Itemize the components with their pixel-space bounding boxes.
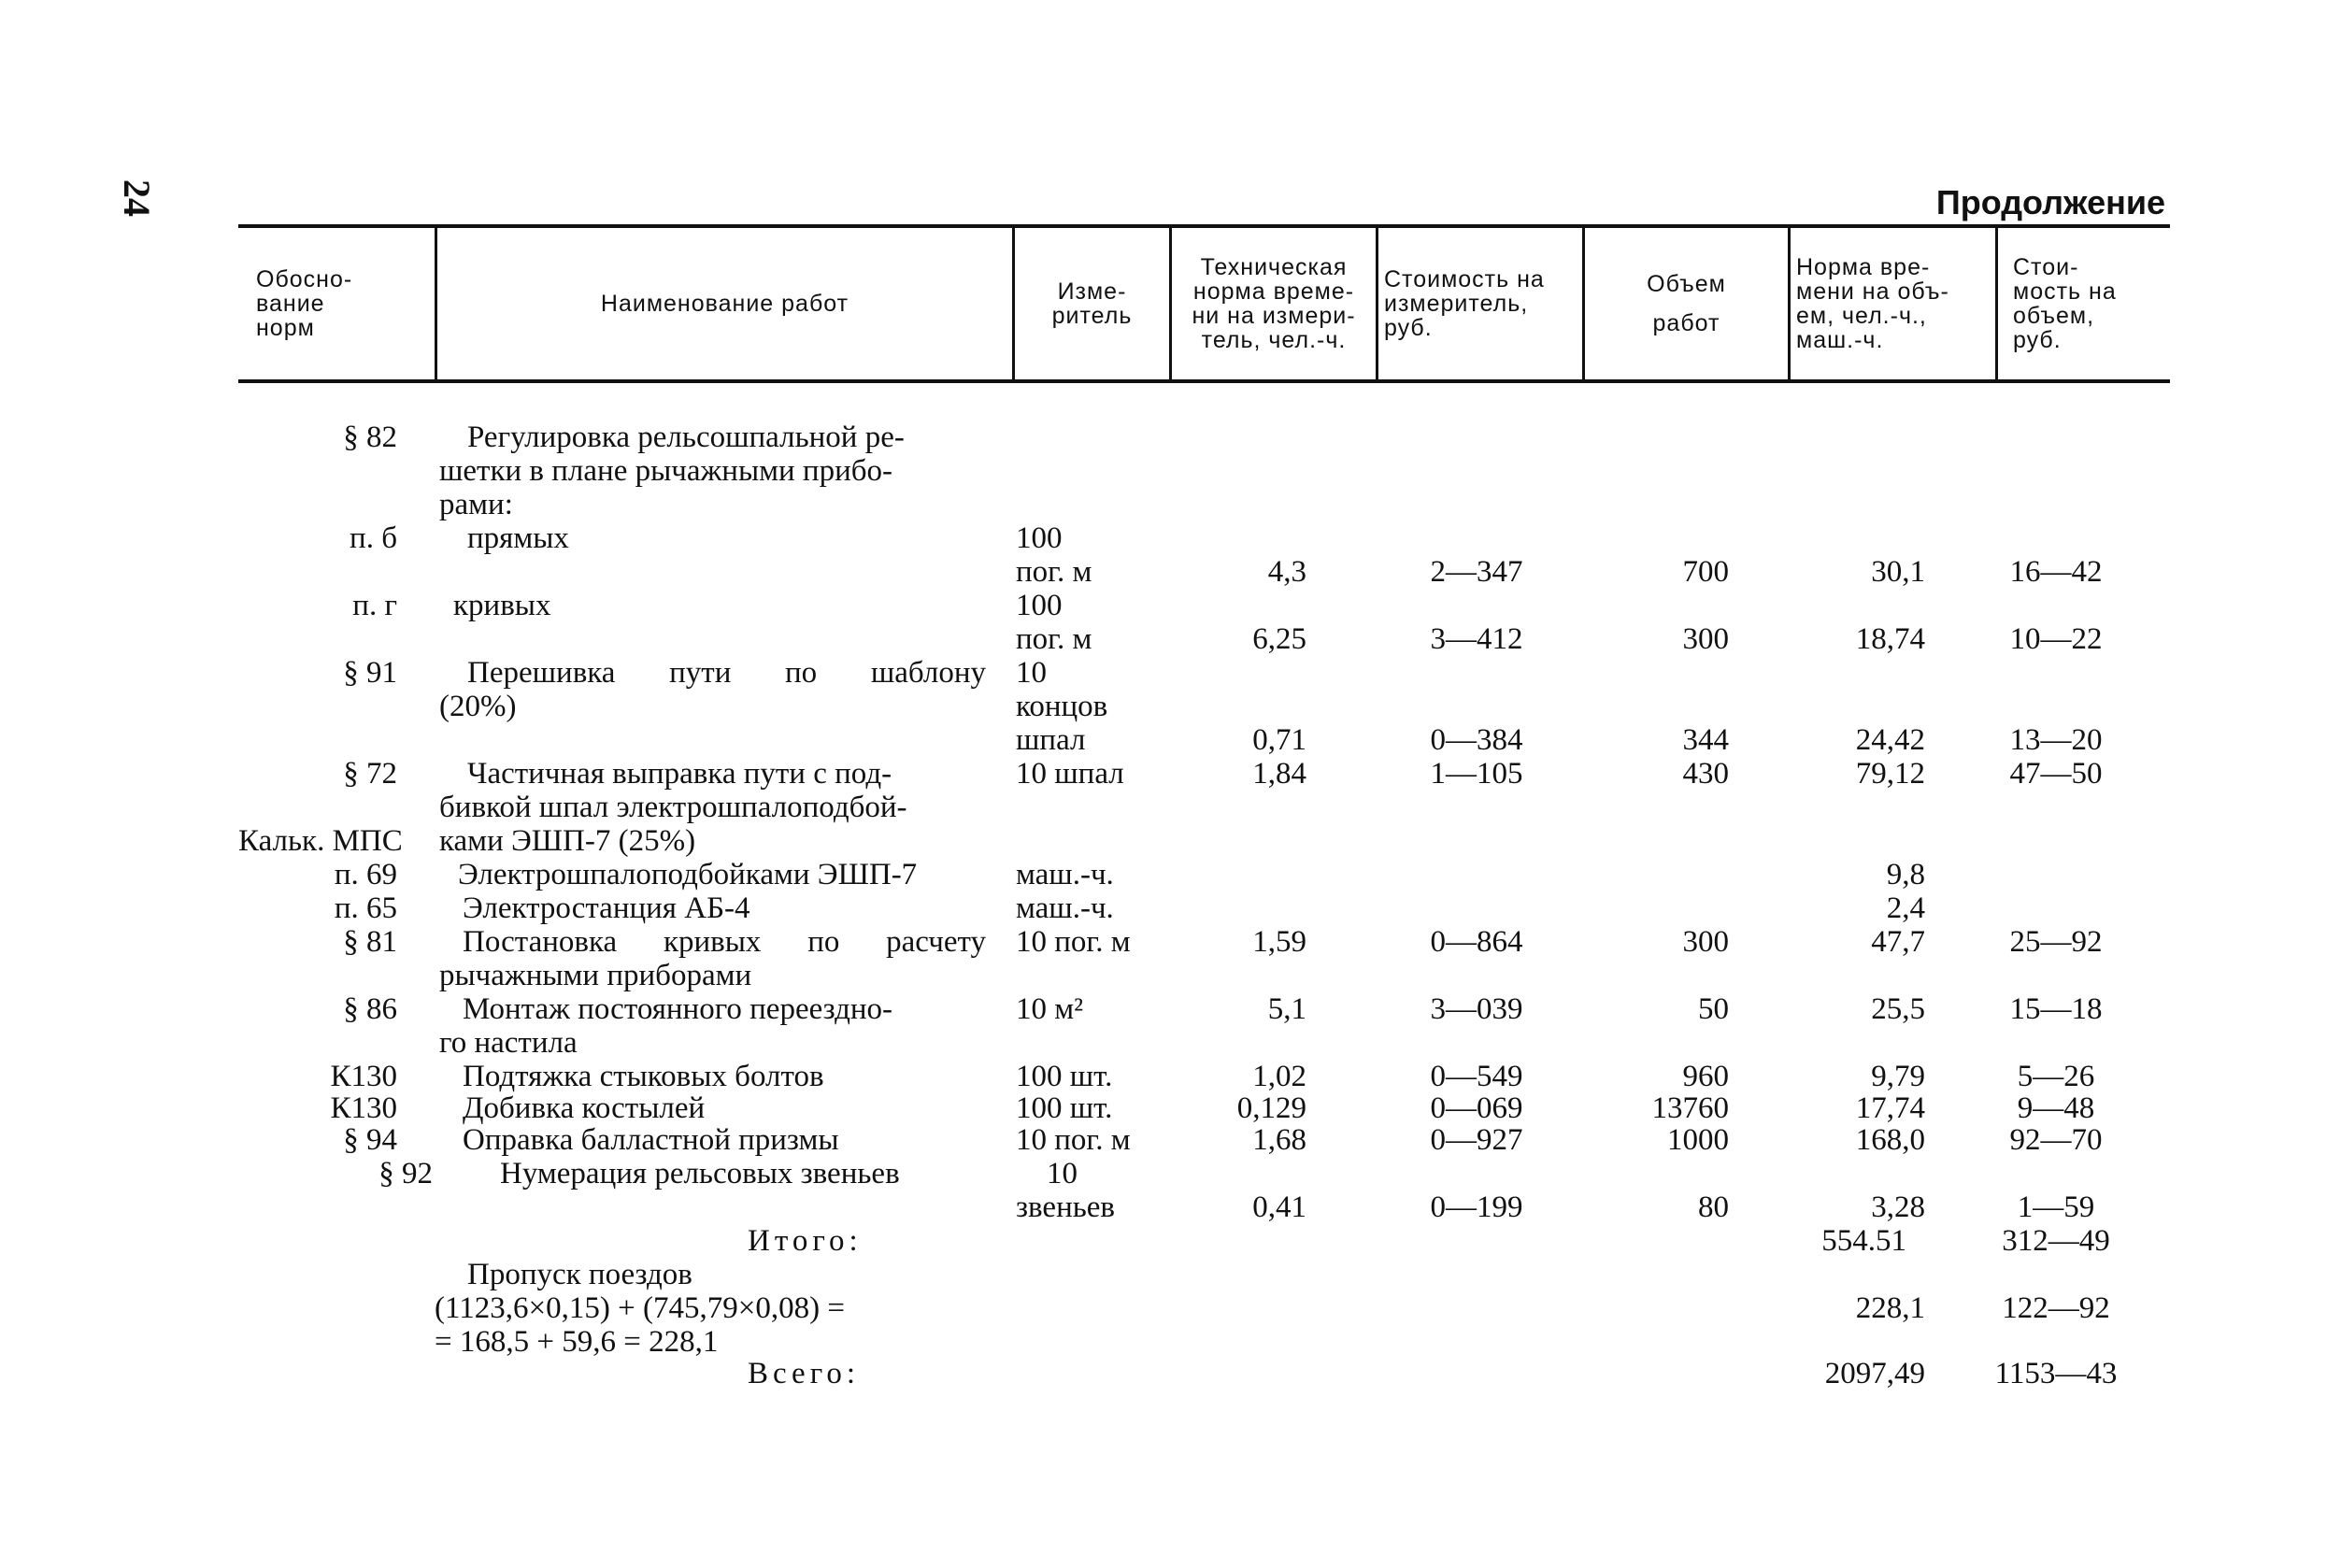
name-cell: бивкой шпал электрошпалоподбой- [439,791,907,824]
volume-cell: 960 [1682,1060,1729,1093]
volume-cell: 430 [1682,757,1729,791]
unit-cell: 10 пог. м [1016,1123,1131,1157]
name-cell: рычажными приборами [439,959,752,992]
continuation-label: Продолжение [1935,183,2165,221]
name-cell: шетки в плане рычажными прибо- [439,454,893,488]
name-cell: Электростанция АБ-4 [463,891,750,925]
unit-cell: пог. м [1016,555,1092,589]
volume-cell: 13760 [1651,1091,1729,1125]
cost-cell: 0—069 [1430,1091,1523,1125]
total-cell: 122—92 [2002,1291,2110,1325]
basis-cell: § 72 [343,757,397,791]
basis-cell: § 92 [378,1157,433,1190]
cost-cell: 0—927 [1430,1123,1523,1157]
tech-cell: 1,68 [1252,1123,1306,1157]
tech-cell: 0,71 [1252,723,1306,757]
name-cell: прямых [467,521,569,555]
volume-cell: 700 [1682,555,1729,589]
page-number: 24 [116,179,158,217]
basis-cell: п. 65 [334,891,397,925]
name-cell: рами: [439,488,513,521]
name-cell: Частичная выправка пути с под- [467,757,892,791]
cost-cell: 0—549 [1430,1060,1523,1093]
cost-cell: 0—199 [1430,1190,1523,1224]
total-label: Всего: [748,1357,861,1390]
norm-cell: 25,5 [1871,992,1925,1026]
name-cell: Постановка кривых по расчету [463,925,986,959]
total-cell: 1153—43 [1994,1357,2118,1390]
volume-cell: 80 [1698,1190,1729,1224]
norm-cell: 30,1 [1871,555,1925,589]
name-cell: (20%) [439,690,517,723]
basis-cell: п. г [352,589,397,622]
norm-cell: 2097,49 [1824,1357,1925,1390]
cost-cell: 0—384 [1430,723,1523,757]
cost-cell: 0—864 [1430,925,1523,959]
header-volume: Объем работ [1647,271,1726,336]
name-cell: Нумерация рельсовых звеньев [500,1157,900,1190]
name-cell: кривых [453,589,551,622]
unit-cell: 10 [1047,1157,1078,1190]
norm-cell: 554.51 [1821,1224,1906,1258]
norm-cell: 2,4 [1886,891,1925,925]
name-cell: Добивка костылей [463,1091,706,1125]
total-cell: 10—22 [2009,622,2103,656]
basis-cell: Кальк. МПС [238,824,403,858]
basis-cell: п. б [350,521,397,555]
subtotal-label: Итого: [748,1224,863,1258]
tech-cell: 4,3 [1267,555,1306,589]
basis-cell: § 86 [343,992,397,1026]
unit-cell: шпал [1016,723,1086,757]
norm-cell: 9,79 [1871,1060,1925,1093]
basis-cell: § 94 [343,1123,397,1157]
header-name: Наименование работ [600,291,849,317]
name-cell: го настила [439,1026,578,1060]
unit-cell: 10 пог. м [1016,925,1131,959]
basis-cell: К130 [330,1091,397,1125]
header-bottom-rule [238,379,2170,383]
name-cell: Монтаж постоянного переездно- [463,992,893,1026]
total-cell: 15—18 [2009,992,2103,1026]
header-time-norm: Норма вре- мени на объ- ем, чел.-ч., маш.-ч. [1796,254,1949,353]
unit-cell: 100 шт. [1016,1091,1113,1125]
tech-cell: 6,25 [1252,622,1306,656]
basis-cell: п. 69 [334,858,397,891]
unit-cell: 10 [1016,656,1047,690]
tech-cell: 1,59 [1252,925,1306,959]
trains-formula: (1123,6×0,15) + (745,79×0,08) = [435,1291,845,1325]
norm-cell: 79,12 [1855,757,1925,791]
unit-cell: 100 [1016,521,1063,555]
unit-cell: 100 шт. [1016,1060,1113,1093]
name-cell: Перешивка пути по шаблону [467,656,986,690]
total-cell: 25—92 [2009,925,2103,959]
header-unit: Изме- ритель [1051,278,1133,329]
total-cell: 47—50 [2009,757,2103,791]
basis-cell: § 82 [343,421,397,454]
norm-cell: 24,42 [1855,723,1925,757]
unit-cell: 10 шпал [1016,757,1124,791]
total-cell: 16—42 [2009,555,2103,589]
tech-cell: 1,84 [1252,757,1306,791]
total-cell: 312—49 [2002,1224,2110,1258]
norm-cell: 3,28 [1871,1190,1925,1224]
volume-cell: 1000 [1667,1123,1729,1157]
norm-cell: 228,1 [1855,1291,1925,1325]
norm-cell: 168,0 [1855,1123,1925,1157]
norm-cell: 18,74 [1855,622,1925,656]
cost-cell: 3—412 [1430,622,1523,656]
header-basis: Обосно- вание норм [256,266,353,341]
norm-cell: 17,74 [1855,1091,1925,1125]
header-tech-norm: Техническая норма време- ни на измери- тель, чел.-ч. [1192,254,1356,353]
cost-cell: 1—105 [1430,757,1523,791]
tech-cell: 1,02 [1252,1060,1306,1093]
tech-cell: 5,1 [1267,992,1306,1026]
basis-cell: § 81 [343,925,397,959]
unit-cell: 10 м² [1016,992,1084,1026]
tech-cell: 0,41 [1252,1190,1306,1224]
norm-cell: 9,8 [1886,858,1925,891]
volume-cell: 50 [1698,992,1729,1026]
total-cell: 5—26 [2017,1060,2095,1093]
norm-cell: 47,7 [1871,925,1925,959]
total-cell: 92—70 [2009,1123,2103,1157]
trains-label: Пропуск поездов [467,1258,692,1291]
unit-cell: маш.-ч. [1016,858,1114,891]
unit-cell: концов [1016,690,1108,723]
name-cell: Регулировка рельсошпальной ре- [467,421,905,454]
cost-cell: 3—039 [1430,992,1523,1026]
unit-cell: 100 [1016,589,1063,622]
total-cell: 13—20 [2009,723,2103,757]
name-cell: Электрошпалоподбойками ЭШП-7 [458,858,918,891]
volume-cell: 300 [1682,925,1729,959]
volume-cell: 300 [1682,622,1729,656]
unit-cell: звеньев [1016,1190,1116,1224]
name-cell: Оправка балластной призмы [463,1123,839,1157]
cost-cell: 2—347 [1430,555,1523,589]
total-cell: 1—59 [2017,1190,2095,1224]
unit-cell: маш.-ч. [1016,891,1114,925]
header-cost-unit: Стоимость на измеритель, руб. [1384,266,1545,341]
basis-cell: К130 [330,1060,397,1093]
volume-cell: 344 [1682,723,1729,757]
tech-cell: 0,129 [1236,1091,1306,1125]
trains-formula: = 168,5 + 59,6 = 228,1 [435,1325,719,1359]
header-cost-total: Стои- мость на объем, руб. [2013,254,2117,353]
total-cell: 9—48 [2017,1091,2095,1125]
basis-cell: § 91 [343,656,397,690]
unit-cell: пог. м [1016,622,1092,656]
name-cell: Подтяжка стыковых болтов [463,1060,824,1093]
name-cell: ками ЭШП-7 (25%) [439,824,696,858]
